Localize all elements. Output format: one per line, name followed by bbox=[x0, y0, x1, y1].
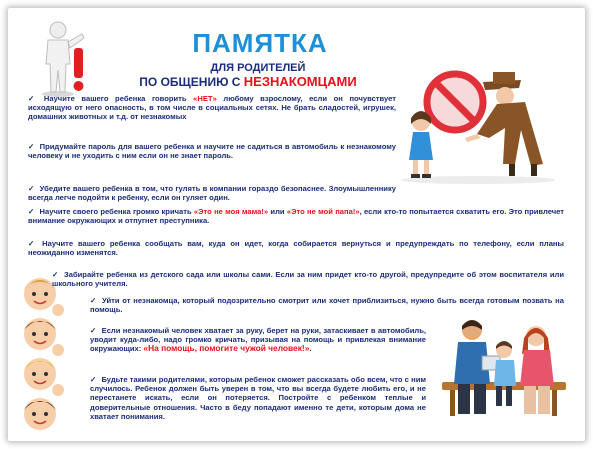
memo-item-8-text: Если незнакомый человек хватает за руку, берет на руки, затаскивает в автомобиль, уводит куда-либо, надо громко кричать, призывая на помощь и привлекая внимание окружающих: bbox=[90, 326, 426, 354]
check-icon: ✓ bbox=[28, 184, 35, 193]
page-title: ПАМЯТКА bbox=[192, 28, 328, 58]
children-illustration bbox=[12, 270, 74, 438]
memo-item-2 bbox=[28, 142, 396, 160]
memo-item-1 bbox=[28, 94, 396, 122]
memo-item-4-text-cont: , если кто-то попытается схватить его. Это привлечет внимание окружающих и отпугнет преступника. bbox=[28, 207, 565, 226]
memo-item-4-highlight-1: «Это не моя мама!» bbox=[193, 207, 269, 216]
memo-item-8-text-cont: . bbox=[309, 344, 312, 354]
warning-figure-icon bbox=[38, 20, 96, 98]
memo-item-4 bbox=[28, 207, 564, 225]
memo-item-4-text: Научите своего ребенка громко кричать bbox=[39, 207, 194, 216]
memo-item-1-text: Научите вашего ребенка говорить bbox=[43, 94, 194, 103]
check-icon: ✓ bbox=[52, 270, 59, 279]
check-icon: ✓ bbox=[28, 207, 35, 216]
memo-item-8 bbox=[90, 326, 426, 354]
check-icon: ✓ bbox=[90, 296, 98, 305]
check-icon: ✓ bbox=[28, 239, 38, 248]
memo-item-3-text: Убедите вашего ребенка в том, что гулять в компании гораздо безопаснее. Злоумышленнику всегда легче подойти к ребенку, если он гуляет один. bbox=[28, 184, 396, 203]
subtitle-highlight: НЕЗНАКОМЦАМИ bbox=[243, 74, 357, 89]
check-icon: ✓ bbox=[28, 94, 39, 103]
memo-item-4-middle: или bbox=[268, 207, 287, 216]
memo-item-1-text-cont: любому взрослому, если он почувствует исходящую от него опасность, в том числе в социальных сетях. Не брать сладостей, игрушек, домашних животных и т.д. от незнакомых bbox=[28, 94, 396, 122]
memo-item-5 bbox=[28, 239, 564, 257]
memo-item-6 bbox=[52, 270, 564, 288]
memo-item-7-text: Уйти от незнакомца, который подозрительно смотрит или хочет приблизиться, нужно быть всегда готовым позвать на помощь. bbox=[90, 296, 564, 315]
check-icon: ✓ bbox=[90, 375, 97, 384]
stranger-illustration bbox=[393, 68, 563, 184]
memo-item-5-text: Научите вашего ребенка сообщать вам, куда он идет, когда собирается вернуться и предупреждать по телефону, если планы неожиданно изменятся. bbox=[28, 239, 564, 258]
subtitle-line-2 bbox=[98, 74, 398, 89]
memo-item-9-text: Будьте такими родителями, которым ребенок сможет рассказать обо всем, что с ним случилось. Ребенок должен быть уверен в том, что вы всегда будете любить его, и не перестанете искать, если он потеряется. Постройте с ребенком теплые и доверительные отношения. Часто в беду попадают именно те дети, которым дома не хватает понимания. bbox=[90, 375, 426, 421]
memo-card bbox=[8, 8, 585, 441]
check-icon: ✓ bbox=[28, 142, 35, 151]
memo-item-2-text: Придумайте пароль для вашего ребенка и научите не садиться в автомобиль к незнакомому человеку и не уходить с ним если он не знает пароль. bbox=[28, 142, 396, 161]
subtitle-prefix: ПО ОБЩЕНИЮ С bbox=[139, 75, 244, 89]
family-illustration bbox=[438, 306, 570, 424]
check-icon: ✓ bbox=[90, 326, 97, 335]
memo-item-1-highlight: «НЕТ» bbox=[193, 94, 217, 103]
subtitle-line-1: ДЛЯ РОДИТЕЛЕЙ bbox=[210, 62, 306, 74]
memo-item-4-highlight-2: «Это не мой папа!» bbox=[286, 207, 360, 216]
memo-item-9 bbox=[90, 375, 426, 421]
memo-item-3 bbox=[28, 184, 396, 202]
memo-item-6-text: Забирайте ребенка из детского сада или школы сами. Если за ним придет кто-то другой, предупредите об этом воспитателя или школьного учителя. bbox=[52, 270, 564, 289]
memo-item-8-highlight: «На помощь, помогите чужой человек!» bbox=[143, 343, 310, 354]
